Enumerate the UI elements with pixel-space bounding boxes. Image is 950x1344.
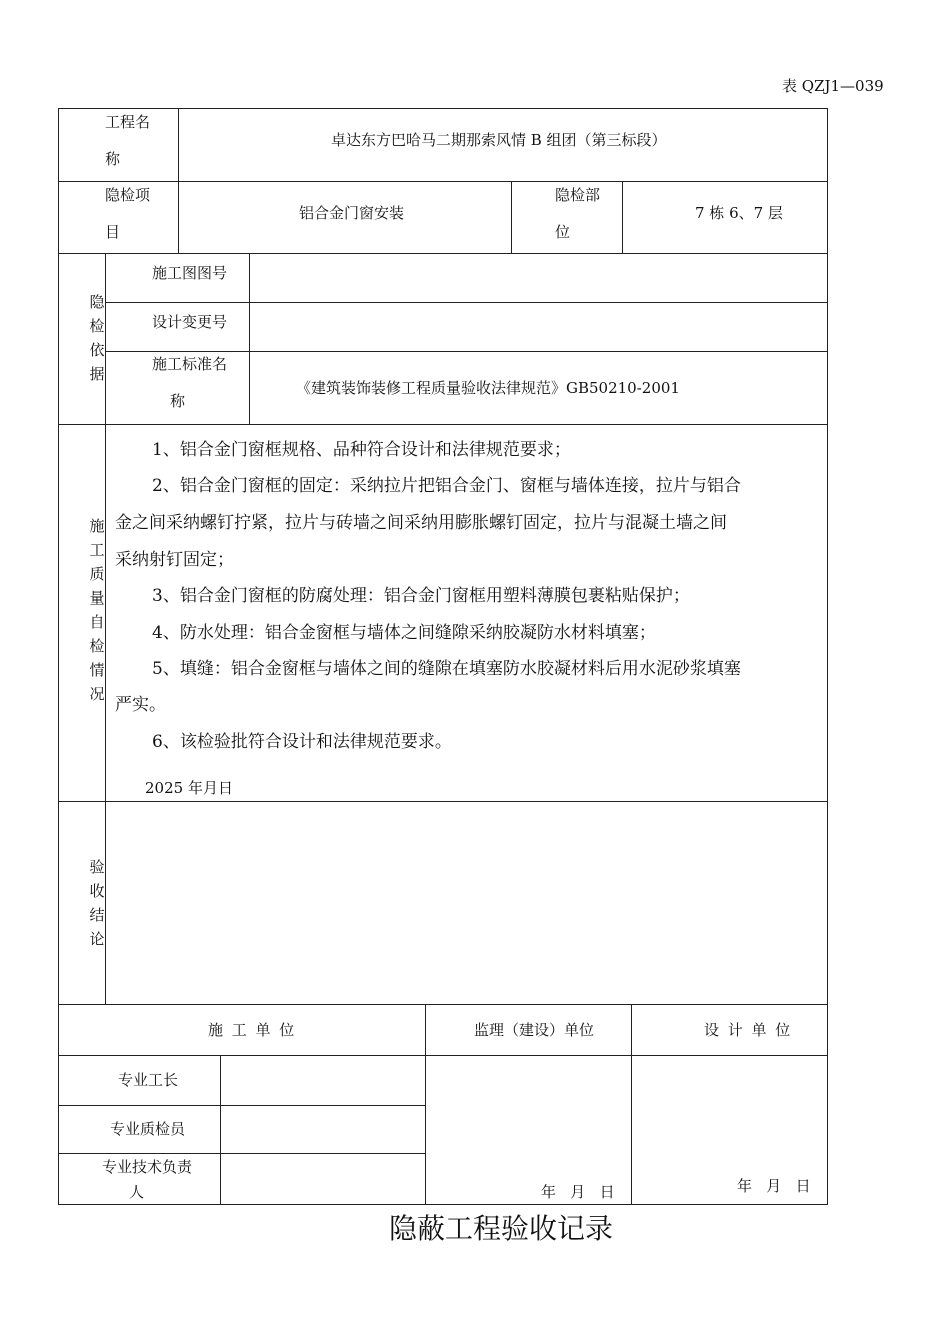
project-name-label-cont: 称 bbox=[105, 150, 121, 168]
self-check-line: 采纳射钉固定； bbox=[115, 550, 234, 570]
project-name-value: 卓达东方巴哈马二期那索风情 B 组团（第三标段） bbox=[331, 131, 667, 149]
standard-name-value: 《建筑装饰装修工程质量验收法律规范》GB50210-2001 bbox=[296, 379, 680, 397]
standard-name-label-cont: 称 bbox=[170, 392, 186, 410]
document-title: 隐蔽工程验收记录 bbox=[389, 1212, 614, 1245]
self-check-line: 1、铝合金门窗框规格、品种符合设计和法律规范要求； bbox=[152, 440, 571, 460]
foreman-label: 专业工长 bbox=[118, 1071, 179, 1089]
hidden-item-label-cont: 目 bbox=[105, 223, 121, 241]
self-check-line: 6、该检验批符合设计和法律规范要求。 bbox=[152, 732, 452, 752]
self-check-date: 2025 年月日 bbox=[145, 779, 233, 797]
hidden-part-label-cont: 位 bbox=[555, 223, 571, 241]
tech-lead-label: 专业技术负责 bbox=[102, 1158, 193, 1176]
supervision-unit-header: 监理（建设）单位 bbox=[474, 1021, 595, 1039]
conclusion-side-label: 验收结论 bbox=[89, 858, 105, 948]
form-code: 表 QZJ1—039 bbox=[782, 77, 884, 95]
supervision-sign-date: 年 月 日 bbox=[541, 1183, 615, 1201]
self-check-side-label: 施工质量自检情况 bbox=[89, 517, 105, 703]
project-name-label: 工程名 bbox=[105, 113, 151, 131]
design-unit-header: 设 计 单 位 bbox=[704, 1021, 793, 1039]
self-check-line: 5、填缝：铝合金窗框与墙体之间的缝隙在填塞防水胶凝材料后用水泥砂浆填塞 bbox=[152, 659, 741, 679]
self-check-line: 2、铝合金门窗框的固定：采纳拉片把铝合金门、窗框与墙体连接，拉片与铝合 bbox=[152, 476, 741, 496]
design-sign-date: 年 月 日 bbox=[737, 1177, 811, 1195]
construction-unit-header: 施 工 单 位 bbox=[208, 1021, 297, 1039]
self-check-line: 4、防水处理：铝合金窗框与墙体之间缝隙采纳胶凝防水材料填塞； bbox=[152, 623, 656, 643]
hidden-part-value: 7 栋 6、7 层 bbox=[695, 204, 783, 222]
self-check-line: 金之间采纳螺钉拧紧，拉片与砖墙之间采纳用膨胀螺钉固定，拉片与混凝土墙之间 bbox=[115, 513, 727, 533]
drawing-number-label: 施工图图号 bbox=[152, 264, 228, 282]
hidden-item-label: 隐检项 bbox=[105, 186, 151, 204]
standard-name-label: 施工标准名 bbox=[152, 355, 228, 373]
self-check-line: 3、铝合金门窗框的防腐处理：铝合金门窗框用塑料薄膜包裹粘贴保护； bbox=[152, 586, 690, 606]
self-check-line: 严实。 bbox=[115, 695, 166, 715]
quality-inspector-label: 专业质检员 bbox=[110, 1120, 186, 1138]
hidden-item-value: 铝合金门窗安装 bbox=[299, 204, 405, 222]
design-change-label: 设计变更号 bbox=[152, 313, 228, 331]
hidden-part-label: 隐检部 bbox=[555, 186, 601, 204]
tech-lead-label-cont: 人 bbox=[129, 1183, 145, 1201]
basis-side-label: 隐检依据 bbox=[89, 293, 105, 383]
